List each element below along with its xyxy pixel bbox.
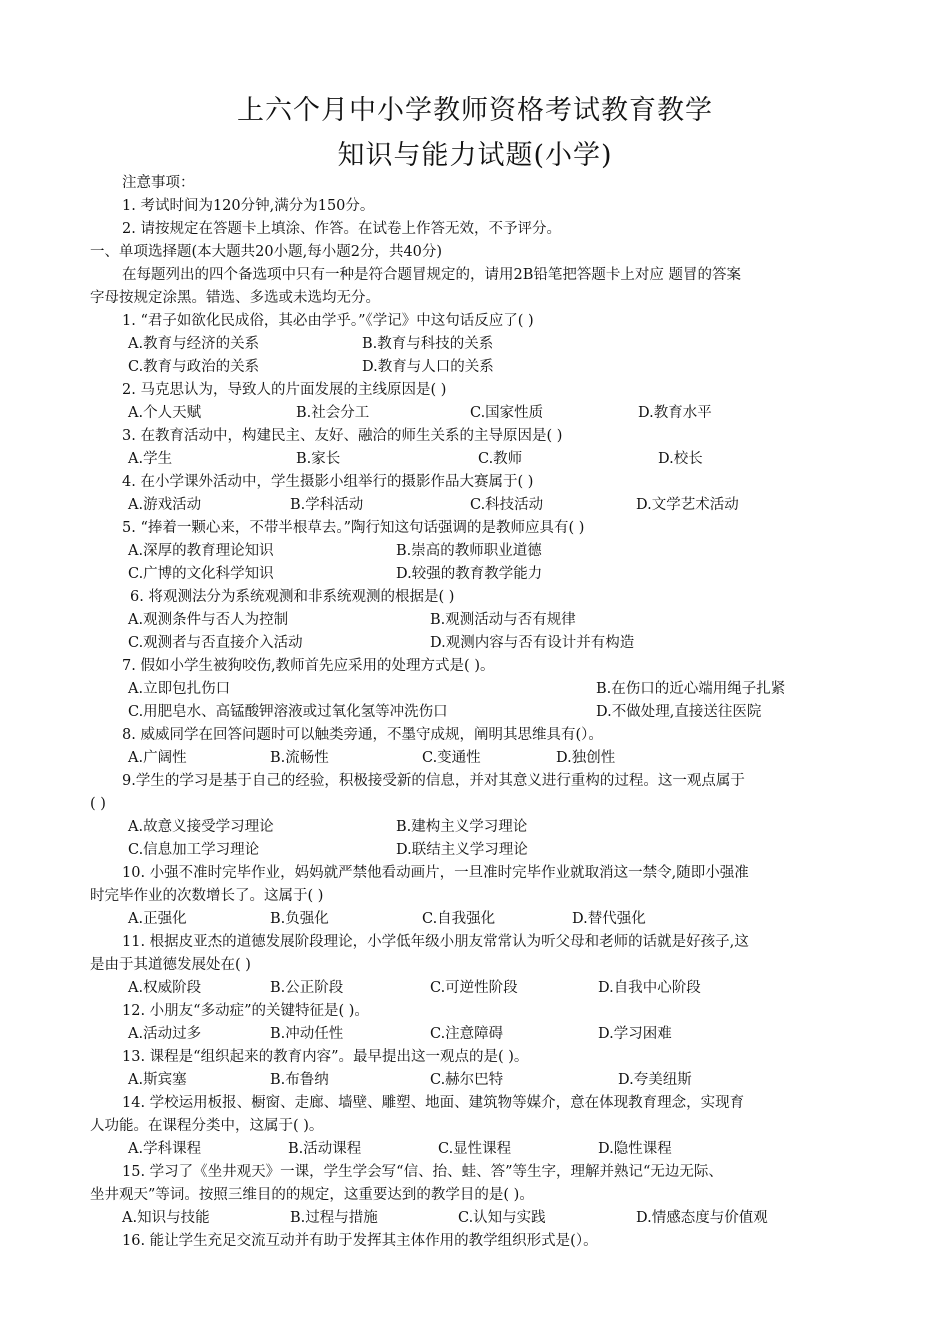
question-9-stem: 9.学生的学习是基于自己的经验，积极接受新的信息，并对其意义进行重构的过程。这一观点属于 xyxy=(122,773,745,789)
question-2-option-c: C.国家性质 xyxy=(470,405,544,421)
section-instruction-line-1: 在每题列出的四个备选项中只有一种是符合题冒规定的，请用2B铅笔把答题卡上对应 题冒的答案 xyxy=(122,267,741,283)
notes-item-2: 2. 请按规定在答题卡上填涂、作答。在试卷上作答无效，不予评分。 xyxy=(122,221,561,237)
question-8-stem: 8. 威威同学在回答问题时可以触类旁通，不墨守成规，阐明其思维具有(）。 xyxy=(122,727,603,743)
question-9-option-a: A.故意义接受学习理论 xyxy=(128,819,274,835)
question-5-option-c: C.广博的文化科学知识 xyxy=(128,566,274,582)
question-4-option-b: B.学科活动 xyxy=(290,497,364,513)
question-9-option-c: C.信息加工学习理论 xyxy=(128,842,260,858)
question-4-stem: 4. 在小学课外活动中，学生摄影小组举行的摄影作品大赛属于( ) xyxy=(122,474,534,490)
title-line-1: 上六个月中小学教师资格考试教育教学 xyxy=(237,95,713,126)
question-9-option-b: B.建构主义学习理论 xyxy=(396,819,528,835)
question-11-stem-continued: 是由于其道德发展处在( ) xyxy=(90,957,251,973)
question-13-option-d: D.夸美纽斯 xyxy=(618,1072,692,1088)
question-2-option-b: B.社会分工 xyxy=(296,405,370,421)
question-2-stem: 2. 马克思认为，导致人的片面发展的主线原因是( ) xyxy=(122,382,447,398)
question-13-stem: 13. 课程是“组织起来的教育内容”。最早提出这一观点的是( )。 xyxy=(122,1049,529,1065)
question-14-option-c: C.显性课程 xyxy=(438,1141,512,1157)
question-12-option-d: D.学习困难 xyxy=(598,1026,672,1042)
question-7-option-d: D.不做处理,直接送往医院 xyxy=(596,704,762,720)
question-10-option-b: B.负强化 xyxy=(270,911,329,927)
question-1-option-b: B.教育与科技的关系 xyxy=(362,336,494,352)
question-3-option-d: D.校长 xyxy=(658,451,703,467)
question-16-stem: 16. 能让学生充足交流互动并有助于发挥其主体作用的教学组织形式是(）。 xyxy=(122,1233,598,1249)
question-15-option-a: A.知识与技能 xyxy=(122,1210,210,1226)
question-15-option-c: C.认知与实践 xyxy=(458,1210,546,1226)
question-10-option-d: D.替代强化 xyxy=(572,911,646,927)
question-13-option-c: C.赫尔巴特 xyxy=(430,1072,504,1088)
question-11-stem: 11. 根据皮亚杰的道德发展阶段理论，小学低年级小朋友常常认为听父母和老师的话就是好孩子,这 xyxy=(122,934,749,950)
question-8-option-b: B.流畅性 xyxy=(270,750,329,766)
question-12-option-c: C.注意障碍 xyxy=(430,1026,504,1042)
question-15-option-b: B.过程与措施 xyxy=(290,1210,378,1226)
question-3-option-a: A.学生 xyxy=(128,451,173,467)
question-6-stem: 6. 将观测法分为系统观测和非系统观测的根据是( ) xyxy=(130,589,455,605)
question-5-option-d: D.较强的教育教学能力 xyxy=(396,566,543,582)
question-7-option-a: A.立即包扎伤口 xyxy=(128,681,231,697)
question-8-option-d: D.独创性 xyxy=(556,750,616,766)
question-13-option-b: B.布鲁纳 xyxy=(270,1072,329,1088)
question-13-option-a: A.斯宾塞 xyxy=(128,1072,187,1088)
question-5-stem: 5. “捧着一颗心来，不带半根草去。”陶行知这句话强调的是教师应具有( ) xyxy=(122,520,585,536)
question-15-stem: 15. 学习了《坐井观天》一课，学生学会写“信、抬、蛙、答”等生字，理解并熟记“无边无际、 xyxy=(122,1164,723,1180)
title-line-2: 知识与能力试题(小学) xyxy=(337,140,613,171)
question-11-option-a: A.权威阶段 xyxy=(128,980,202,996)
question-3-stem: 3. 在教育活动中，构建民主、友好、融洽的师生关系的主导原因是( ) xyxy=(122,428,563,444)
question-12-option-a: A.活动过多 xyxy=(128,1026,202,1042)
question-9-stem-continued: ( ) xyxy=(90,796,106,812)
section-heading: 一、单项选择题(本大题共20小题,每小题2分，共40分) xyxy=(90,244,443,260)
question-15-stem-continued: 坐井观天”等词。按照三维目的的规定，这重要达到的教学目的是( )。 xyxy=(90,1187,534,1203)
question-12-option-b: B.冲动任性 xyxy=(270,1026,344,1042)
question-10-option-c: C.自我强化 xyxy=(422,911,496,927)
question-10-stem-continued: 时完毕作业的次数增长了。这属于( ) xyxy=(90,888,324,904)
question-9-option-d: D.联结主义学习理论 xyxy=(396,842,528,858)
question-2-option-a: A.个人天赋 xyxy=(128,405,202,421)
question-4-option-d: D.文学艺术活动 xyxy=(636,497,739,513)
question-15-option-d: D.情感态度与价值观 xyxy=(636,1210,768,1226)
question-11-option-c: C.可逆性阶段 xyxy=(430,980,518,996)
question-1-option-d: D.教育与人口的关系 xyxy=(362,359,494,375)
question-10-stem: 10. 小强不准时完毕作业，妈妈就严禁他看动画片，一旦准时完毕作业就取消这一禁令,随即小强准 xyxy=(122,865,749,881)
section-instruction-line-2: 字母按规定涂黑。错选、多选或未选均无分。 xyxy=(90,290,380,306)
question-4-option-c: C.科技活动 xyxy=(470,497,544,513)
question-6-option-b: B.观测活动与否有规律 xyxy=(430,612,576,628)
question-8-option-a: A.广阔性 xyxy=(128,750,187,766)
notes-heading: 注意事项： xyxy=(122,175,195,191)
question-8-option-c: C.变通性 xyxy=(422,750,481,766)
question-7-option-b: B.在伤口的近心端用绳子扎紧 xyxy=(596,681,786,697)
notes-item-1: 1. 考试时间为120分钟,满分为150分。 xyxy=(122,198,375,214)
question-1-option-a: A.教育与经济的关系 xyxy=(128,336,260,352)
question-10-option-a: A.正强化 xyxy=(128,911,187,927)
question-3-option-b: B.家长 xyxy=(296,451,341,467)
question-14-option-b: B.活动课程 xyxy=(288,1141,362,1157)
question-14-stem-continued: 人功能。在课程分类中，这属于( )。 xyxy=(90,1118,324,1134)
question-1-option-c: C.教育与政治的关系 xyxy=(128,359,260,375)
question-5-option-b: B.崇高的教师职业道德 xyxy=(396,543,542,559)
question-11-option-b: B.公正阶段 xyxy=(270,980,344,996)
question-6-option-a: A.观测条件与否人为控制 xyxy=(128,612,289,628)
question-14-option-a: A.学科课程 xyxy=(128,1141,202,1157)
question-14-stem: 14. 学校运用板报、橱窗、走廊、墙壁、雕塑、地面、建筑物等媒介，意在体现教育理念，实现育 xyxy=(122,1095,745,1111)
question-5-option-a: A.深厚的教育理论知识 xyxy=(128,543,274,559)
question-7-stem: 7. 假如小学生被狗咬伤,教师首先应采用的处理方式是( )。 xyxy=(122,658,495,674)
question-14-option-d: D.隐性课程 xyxy=(598,1141,672,1157)
question-6-option-c: C.观测者与否直接介入活动 xyxy=(128,635,303,651)
question-11-option-d: D.自我中心阶段 xyxy=(598,980,701,996)
question-1-stem: 1. “君子如欲化民成俗，其必由学乎。”《学记》中这句话反应了( ) xyxy=(122,313,534,329)
question-4-option-a: A.游戏活动 xyxy=(128,497,202,513)
question-2-option-d: D.教育水平 xyxy=(638,405,712,421)
question-3-option-c: C.教师 xyxy=(478,451,523,467)
question-7-option-c: C.用肥皂水、高锰酸钾溶液或过氧化氢等冲洗伤口 xyxy=(128,704,448,720)
question-6-option-d: D.观测内容与否有设计并有构造 xyxy=(430,635,635,651)
question-12-stem: 12. 小朋友“多动症”的关键特征是( )。 xyxy=(122,1003,369,1019)
